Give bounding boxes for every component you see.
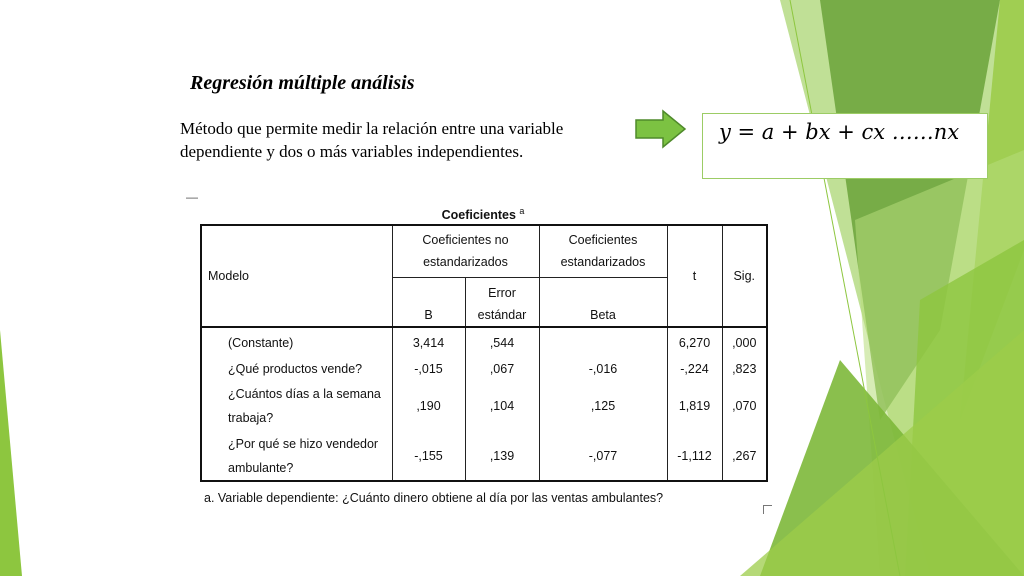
cell-b: 3,414 xyxy=(392,327,465,357)
cell-t: 1,819 xyxy=(667,381,722,431)
cell-beta: -,077 xyxy=(539,431,667,481)
arrow-right-icon xyxy=(635,109,687,149)
header-b: B xyxy=(392,277,465,327)
slide-description: Método que permite medir la relación entre una variable dependiente y dos o más variables independientes. xyxy=(180,119,564,161)
cell-t: -,224 xyxy=(667,357,722,381)
cell-b: -,015 xyxy=(392,357,465,381)
table-row xyxy=(201,327,767,357)
row-label: ¿Cuántos días a la semana trabaja? xyxy=(201,381,392,431)
formula-box xyxy=(702,113,988,179)
table-title xyxy=(200,206,766,222)
cell-error: ,544 xyxy=(465,327,539,357)
regression-formula: y = a + bx + cx ……nx xyxy=(719,120,960,144)
header-error: Error estándar xyxy=(465,277,539,327)
coefficients-table xyxy=(200,224,768,482)
row-label: ¿Qué productos vende? xyxy=(201,357,392,381)
dash-mark: — xyxy=(186,190,198,204)
cell-beta: ,125 xyxy=(539,381,667,431)
header-no-std: Coeficientes no estandarizados xyxy=(392,225,539,277)
cell-t: -1,112 xyxy=(667,431,722,481)
header-std: Coeficientes estandarizados xyxy=(539,225,667,277)
corner-mark xyxy=(763,505,772,514)
cell-error: ,067 xyxy=(465,357,539,381)
cell-sig: ,267 xyxy=(722,431,767,481)
table-footnote: a. Variable dependiente: ¿Cuánto dinero obtiene al día por las ventas ambulantes? xyxy=(204,491,664,505)
table-row xyxy=(201,431,767,481)
header-beta: Beta xyxy=(539,277,667,327)
table-row xyxy=(201,357,767,381)
row-label: (Constante) xyxy=(201,327,392,357)
cell-beta xyxy=(539,327,667,357)
cell-b: -,155 xyxy=(392,431,465,481)
cell-sig: ,823 xyxy=(722,357,767,381)
row-label: ¿Por qué se hizo vendedor ambulante? xyxy=(201,431,392,481)
cell-sig: ,070 xyxy=(722,381,767,431)
cell-b: ,190 xyxy=(392,381,465,431)
cell-beta: -,016 xyxy=(539,357,667,381)
cell-t: 6,270 xyxy=(667,327,722,357)
cell-error: ,104 xyxy=(465,381,539,431)
header-t: t xyxy=(667,225,722,327)
header-sig: Sig. xyxy=(722,225,767,327)
cell-error: ,139 xyxy=(465,431,539,481)
table-row xyxy=(201,381,767,431)
table-title-superscript: a xyxy=(519,206,525,216)
cell-sig: ,000 xyxy=(722,327,767,357)
table-title-text: Coeficientes xyxy=(441,208,516,223)
slide-title: Regresión múltiple análisis xyxy=(190,72,415,94)
header-modelo: Modelo xyxy=(201,225,392,327)
